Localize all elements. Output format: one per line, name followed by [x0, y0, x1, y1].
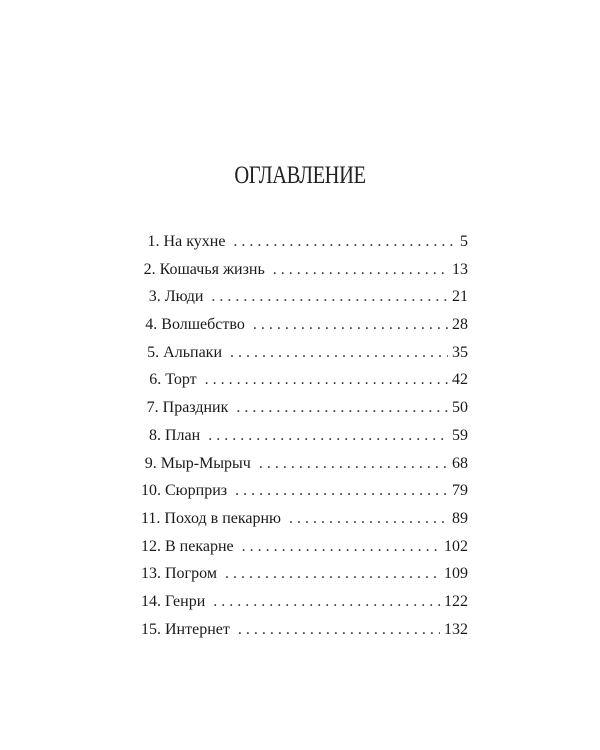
toc-entry-number: 4. [145, 316, 158, 334]
toc-dot-leader [273, 256, 448, 284]
toc-entry [141, 256, 468, 284]
toc-entry [141, 477, 468, 505]
toc-entry-title: Торт [165, 371, 197, 389]
toc-entry-page-number: 79 [452, 482, 468, 500]
toc-dot-leader [208, 422, 448, 450]
toc-entry-page-number: 59 [452, 426, 468, 444]
toc-entry-page-number: 68 [452, 454, 468, 472]
toc-entry [141, 339, 468, 367]
toc-entry [141, 560, 468, 588]
toc-dot-leader [242, 533, 440, 561]
toc-entry-page-number: 28 [452, 316, 468, 334]
toc-entry-title: В пекарне [165, 537, 234, 555]
toc-entry [141, 394, 468, 422]
toc-entry-page-number: 13 [452, 260, 468, 278]
toc-entry-number: 10. [141, 482, 161, 500]
toc-dot-leader [238, 616, 440, 644]
toc-entry-title: Мыр-Мырыч [160, 454, 251, 472]
toc-entry-page-number: 102 [444, 537, 468, 555]
toc-entry-title: Погром [165, 565, 217, 583]
toc-entry-page-number: 21 [452, 288, 468, 306]
toc-entry-title: Люди [164, 288, 204, 306]
toc-entry-title: Праздник [162, 399, 229, 417]
toc-entry-title: Поход в пекарню [164, 509, 281, 527]
toc-entry [141, 533, 468, 561]
toc-entry-number: 13. [141, 565, 161, 583]
toc-entry-title: Сюрприз [165, 482, 228, 500]
toc-dot-leader [213, 588, 440, 616]
toc-entry-number: 15. [141, 620, 161, 638]
toc-entry-number: 8. [148, 426, 161, 444]
toc-dot-leader [235, 477, 448, 505]
toc-entry-page-number: 109 [444, 565, 468, 583]
toc-entry-number: 14. [141, 592, 161, 610]
toc-entry-number: 9. [144, 454, 157, 472]
toc-entry-title: План [164, 426, 201, 444]
toc-dot-leader [259, 450, 448, 478]
table-of-contents [141, 228, 468, 643]
toc-entry-number: 1. [147, 233, 160, 250]
toc-dot-leader [233, 228, 456, 256]
toc-entry-page-number: 122 [444, 592, 468, 610]
toc-dot-leader [211, 283, 448, 311]
toc-entry-number: 5. [147, 343, 160, 361]
toc-entry-page-number: 50 [452, 399, 468, 417]
page-title: ОГЛАВЛЕНИЕ [234, 161, 366, 189]
toc-entry-page-number: 42 [452, 371, 468, 389]
toc-entry [141, 366, 468, 394]
toc-entry-page-number: 132 [444, 620, 468, 638]
toc-entry-title: На кухне [163, 233, 226, 250]
toc-entry-title: Интернет [165, 620, 230, 638]
toc-dot-leader [225, 560, 440, 588]
toc-entry-title: Альпаки [163, 343, 223, 361]
toc-entry-number: 6. [149, 371, 162, 389]
toc-dot-leader [289, 505, 448, 533]
toc-entry [141, 616, 468, 644]
toc-entry-page-number: 35 [452, 343, 468, 361]
toc-entry [141, 505, 468, 533]
toc-entry-number: 12. [141, 537, 161, 555]
toc-entry-page-number: 5 [460, 233, 468, 250]
toc-entry-title: Генри [165, 592, 206, 610]
toc-entry-title: Волшебство [161, 316, 245, 334]
toc-entry-number: 3. [148, 288, 161, 306]
toc-entry [141, 450, 468, 478]
toc-entry [141, 422, 468, 450]
toc-entry [141, 283, 468, 311]
toc-entry-page-number: 89 [452, 509, 468, 527]
toc-entry-number: 2. [143, 260, 156, 278]
toc-entry-number: 11. [141, 509, 161, 527]
toc-dot-leader [236, 394, 448, 422]
toc-dot-leader [205, 366, 448, 394]
toc-entry-title: Кошачья жизнь [159, 260, 265, 278]
toc-dot-leader [230, 339, 448, 367]
toc-entry [141, 588, 468, 616]
toc-entry [141, 228, 468, 256]
toc-entry [141, 311, 468, 339]
toc-entry-number: 7. [146, 399, 159, 417]
toc-dot-leader [253, 311, 448, 339]
